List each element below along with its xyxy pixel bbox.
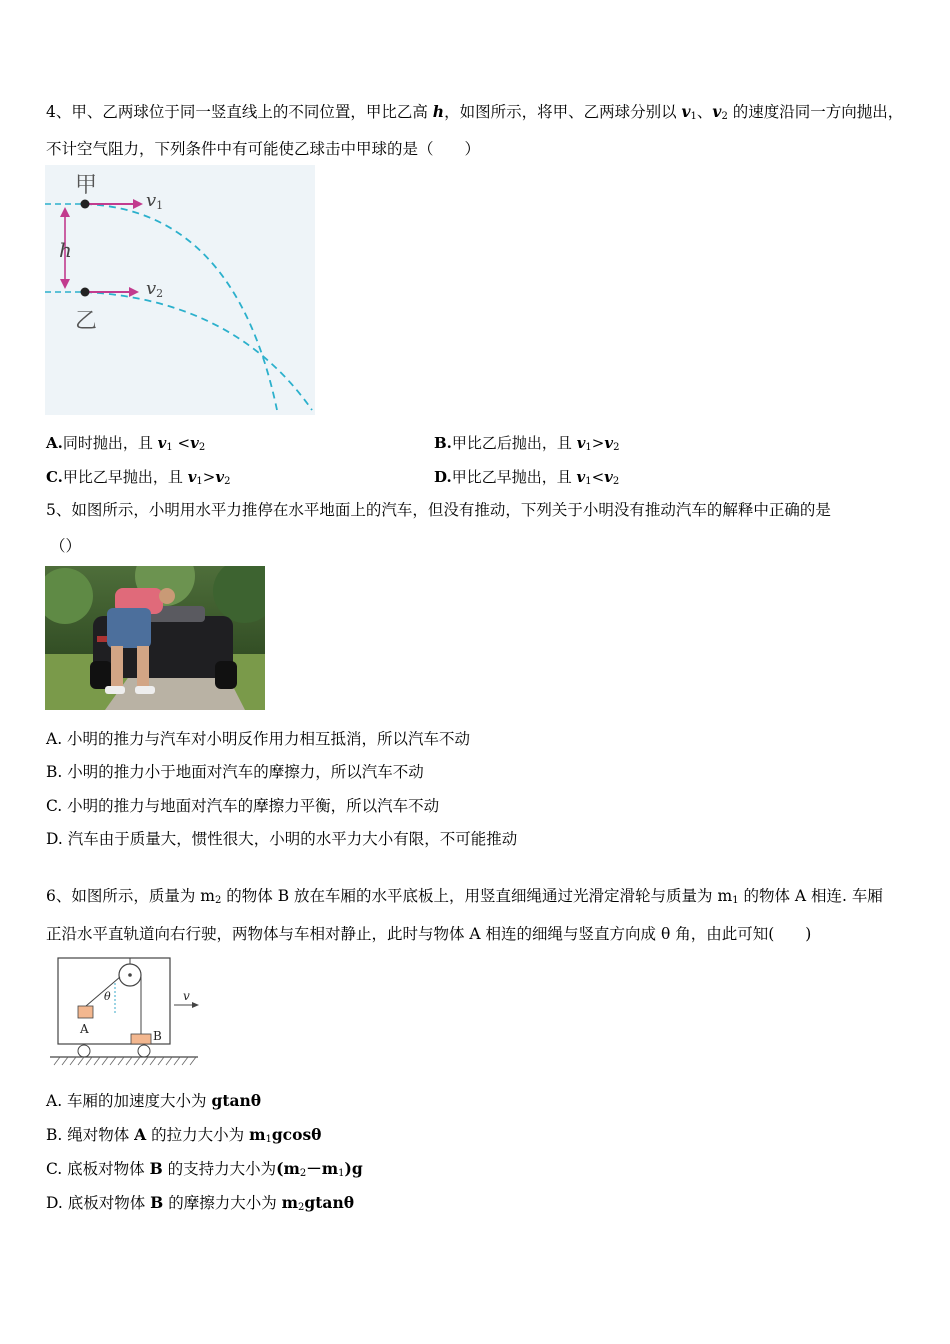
block-b [131,1034,151,1044]
block-a [78,1006,93,1018]
q5-photo-pushing-car [45,566,265,710]
q4-option-b[interactable]: B.甲比乙后抛出，且 $v_1>v_2$ [434,434,620,453]
q5-line2: （） [50,537,82,555]
q6-line1: 6、如图所示，质量为 $m_2$ 的物体 B 放在车厢的水平底板上，用竖直细绳通过光滑定滑轮与质量为 $m_1$ 的物体 A 相连. 车厢 [46,887,883,906]
h-symbol: h [432,102,445,121]
label-yi: 乙 [75,309,98,334]
label-v: v [183,989,190,1003]
q6-carriage-figure [48,955,208,1070]
q4-option-a[interactable]: A.同时抛出，且 $v_1 <v_2$ [46,434,206,453]
q5-option-c[interactable]: C. 小明的推力与地面对汽车的摩擦力平衡，所以汽车不动 [46,797,440,815]
ball-yi [81,288,90,297]
q6-line2: 正沿水平直轨道向右行驶，两物体与车相对静止，此时与物体 A 相连的细绳与竖直方向成 θ 角，由此可知( ) [46,925,812,943]
wheel-left [78,1045,90,1057]
person-head [159,588,175,604]
car-wheel-right [215,661,237,689]
q5-option-d[interactable]: D. 汽车由于质量大，惯性很大，小明的水平力大小有限，不可能推动 [46,830,518,848]
label-v1: v1 [146,190,164,212]
q4-projectile-figure [45,165,315,415]
label-a: A [80,1022,89,1036]
label-h: h [59,238,72,262]
label-jia: 甲 [75,173,98,198]
label-theta: θ [104,990,111,1003]
track-hatching [54,1057,196,1065]
person-shoe-right [135,686,155,694]
wheel-right [138,1045,150,1057]
photo-illustration [45,566,265,710]
person-shorts [107,608,151,648]
q6-option-a[interactable]: A. 车厢的加速度大小为 gtanθ [46,1091,262,1110]
q6-option-c[interactable]: C. 底板对物体 B 的支持力大小为$(m_2-m_1)g$ [46,1159,363,1179]
label-b: B [153,1029,162,1043]
q4-line1: 4、甲、乙两球位于同一竖直线上的不同位置，甲比乙高 h，如图所示，将甲、乙两球分别以 $v_1$、$v_2$ 的速度沿同一方向抛出， [46,102,904,122]
label-v2: v2 [146,278,164,300]
q6-option-b[interactable]: B. 绳对物体 A 的拉力大小为 $m_1gcos\theta$ [46,1125,322,1145]
q4-line2: 不计空气阻力，下列条件中有可能使乙球击中甲球的是（ ） [46,140,481,158]
person-shoe-left [105,686,125,694]
q6-option-d[interactable]: D. 底板对物体 B 的摩擦力大小为 $m_2gtan\theta$ [46,1193,355,1213]
pulley-axle [128,973,132,977]
velocity-arrowhead [192,1002,199,1008]
q5-option-b[interactable]: B. 小明的推力小于地面对汽车的摩擦力，所以汽车不动 [46,763,424,781]
car-wheel-left [90,661,112,689]
q4-option-c[interactable]: C.甲比乙早抛出，且 $v_1>v_2$ [46,468,231,487]
car-taillight [97,636,107,642]
q5-option-a[interactable]: A. 小明的推力与汽车对小明反作用力相互抵消，所以汽车不动 [46,730,471,748]
person-leg-right [137,646,149,690]
q5-line1: 5、如图所示，小明用水平力推停在水平地面上的汽车，但没有推动，下列关于小明没有推动汽车的解释中正确的是 [46,501,831,519]
ball-jia [81,200,90,209]
person-leg-left [111,646,123,690]
q4-option-d[interactable]: D.甲比乙早抛出，且 $v_1<v_2$ [434,468,620,487]
